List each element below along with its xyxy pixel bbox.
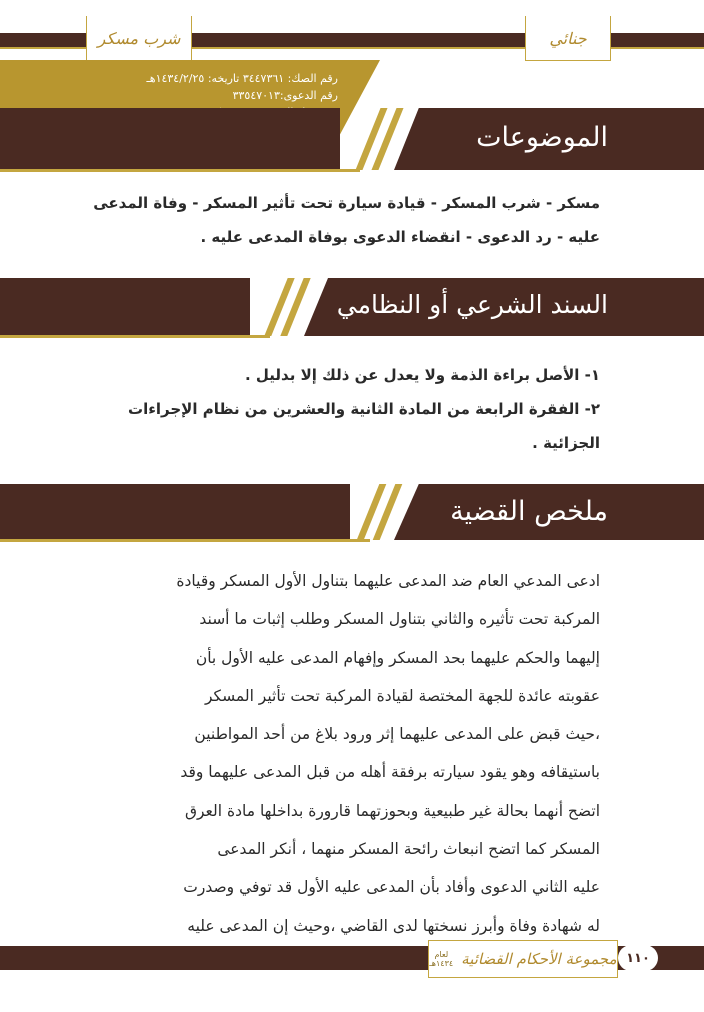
text-line: المركبة تحت تأثيره والثاني بتناول المسكر وطلب إثبات ما أسند bbox=[199, 610, 600, 629]
text-line: عليه الثاني الدعوى وأفاد بأن المدعى عليه الأول قد توفي وصدرت bbox=[183, 878, 600, 897]
text-line: المسكر كما اتضح انبعاث رائحة المسكر منهما ، أنكر المدعى bbox=[217, 840, 600, 859]
header-category-label: جنائي bbox=[525, 16, 611, 61]
topics-text bbox=[90, 186, 600, 254]
text-line: ادعى المدعي العام ضد المدعى عليهما بتناول الأول المسكر وقيادة bbox=[176, 572, 600, 590]
summary-bar-left bbox=[0, 484, 350, 540]
case-info-line: رقم الدعوى:٣٣٥٤٧٠١٣ bbox=[232, 89, 338, 102]
header-subject-label: شرب مسكر bbox=[86, 16, 192, 61]
text-line: الجزائية . bbox=[532, 434, 600, 452]
topics-title: الموضوعات bbox=[476, 122, 608, 153]
footer-brand-box bbox=[428, 940, 618, 978]
summary-text bbox=[92, 562, 600, 945]
legal-gold-underline bbox=[0, 335, 270, 338]
summary-title: ملخص القضية bbox=[450, 496, 608, 527]
text-line: عليه - رد الدعوى - انقضاء الدعوى بوفاة المدعى عليه . bbox=[200, 228, 600, 246]
page-number: ١١٠ bbox=[618, 945, 658, 971]
summary-gold-underline bbox=[0, 539, 370, 542]
topics-gold-underline bbox=[0, 169, 360, 172]
text-line: اتضح أنهما بحالة غير طبيعية وبحوزتهما قارورة بداخلها مادة العرق bbox=[184, 801, 600, 820]
text-line: باستيقافه وهو يقود سيارته برفقة أهله من قبل المدعى عليهما وقد bbox=[180, 763, 600, 782]
legal-title: السند الشرعي أو النظامي bbox=[336, 290, 608, 319]
text-line: ،حيث قبض على المدعى عليهما إثر ورود بلاغ من أحد المواطنين bbox=[194, 725, 600, 744]
footer-year-label: لعام bbox=[434, 950, 449, 959]
case-info-line: رقم الصك: ٣٤٤٧٣٦١ تاريخه: ١٤٣٤/٢/٢٥هـ bbox=[146, 72, 338, 85]
text-line: ١- الأصل براءة الذمة ولا يعدل عن ذلك إلا بدليل . bbox=[244, 366, 600, 384]
text-line: له شهادة وفاة وأبرز نسختها لدى القاضي ،وحيث إن المدعى عليه bbox=[187, 916, 600, 935]
text-line: مسكر - شرب المسكر - قيادة سيارة تحت تأثير المسكر - وفاة المدعى bbox=[93, 194, 600, 212]
text-line: عقوبته عائدة للجهة المختصة لقيادة المركبة تحت تأثير المسكر bbox=[204, 686, 600, 705]
topics-bar-left bbox=[0, 108, 340, 170]
footer-brand: مجموعة الأحكام القضائية bbox=[461, 950, 617, 968]
legal-text bbox=[90, 358, 600, 460]
text-line: إليهما والحكم عليهما بحد المسكر وإفهام المدعى عليه الأول بأن bbox=[195, 648, 600, 667]
footer-year-block bbox=[429, 950, 453, 968]
legal-bar-left bbox=[0, 278, 250, 336]
text-line: ٢- الفقرة الرابعة من المادة الثانية والعشرين من نظام الإجراءات bbox=[128, 400, 600, 418]
footer-year: ١٤٣٤هـ bbox=[429, 959, 454, 968]
